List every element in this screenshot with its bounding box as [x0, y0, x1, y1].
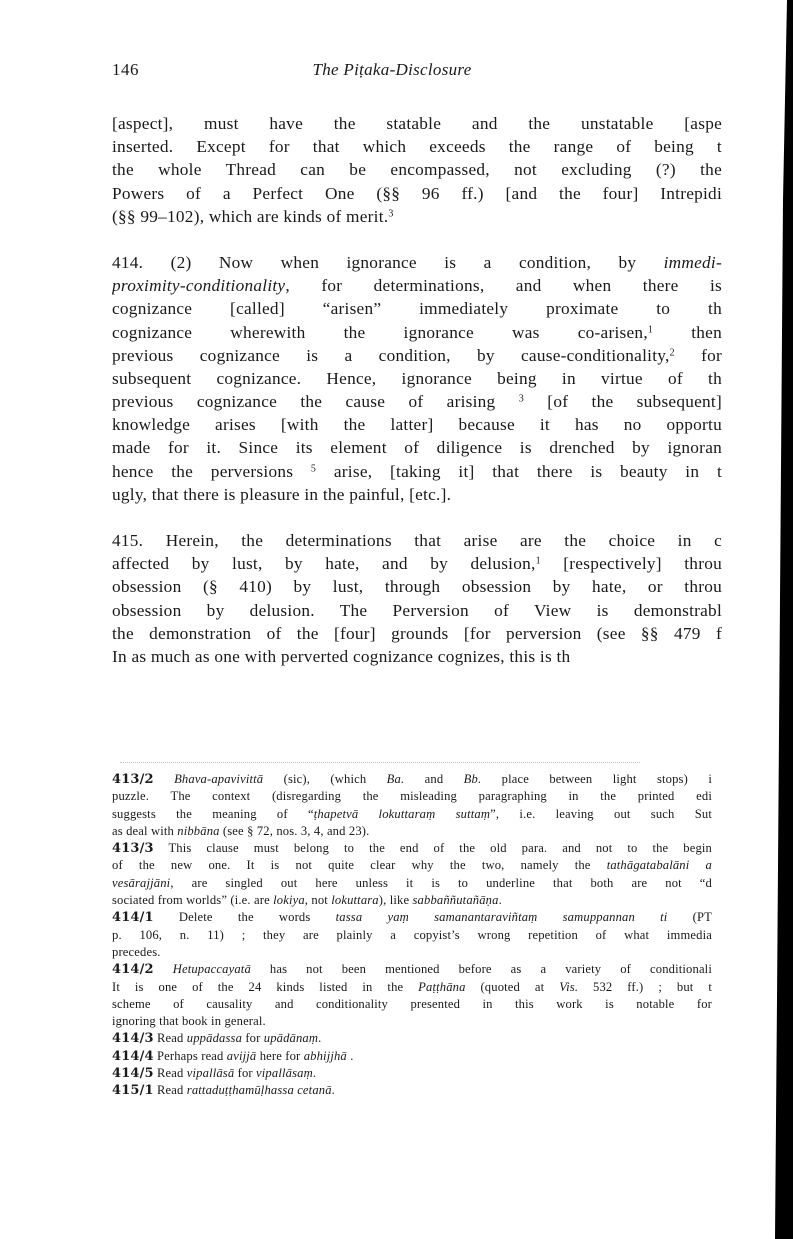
footnote-line	[112, 996, 712, 1013]
text-line	[112, 344, 722, 367]
footnotes	[112, 771, 712, 1100]
text-line	[112, 205, 722, 228]
running-title: The Piṭaka-Disclosure	[312, 60, 472, 79]
text-line	[112, 645, 722, 668]
text-run: , not	[304, 893, 332, 908]
footnote-line	[112, 1082, 712, 1099]
italic-term: tassa yaṃ samanantaraviñtaṃ samuppannan ti	[335, 910, 668, 925]
text-run: .	[346, 1048, 354, 1063]
text-run: suggests the meaning of “	[112, 806, 314, 821]
text-run: .	[498, 893, 502, 908]
text-run: (see § 72, nos. 3, 4, and 23).	[219, 823, 370, 838]
footnote-line	[112, 1013, 712, 1030]
text-run: made for it. Since its element of diligence is drenched by ignoran	[112, 438, 722, 458]
text-run: ugly, that there is pleasure in the painful, [etc.].	[112, 484, 452, 504]
text-line	[112, 460, 722, 483]
italic-term: Hetupaccayatā	[172, 962, 251, 977]
italic-term: Bb.	[463, 772, 482, 786]
text-run: for	[242, 1031, 264, 1046]
running-head	[112, 60, 672, 86]
text-run: scheme of causality and conditionality presented in this work is notable for	[112, 996, 712, 1011]
text-run: (PT	[667, 910, 712, 925]
text-run: as deal with	[112, 823, 178, 838]
text-line	[112, 599, 722, 622]
text-run: It is one of the 24 kinds listed in the	[112, 979, 419, 994]
text-run: sociated from worlds” (i.e. are	[112, 893, 274, 908]
text-run: Powers of a Perfect One (§§ 96 ff.) [and the four] Intrepidi	[112, 183, 722, 203]
text-line	[112, 529, 722, 552]
text-run: .	[318, 1031, 322, 1046]
italic-term: rattaduṭṭhamūḷhassa cetanā	[186, 1083, 332, 1098]
footnote-line	[112, 927, 712, 944]
text-run: knowledge arises [with the latter] because it has no opportu	[112, 415, 722, 435]
footnote-line	[112, 892, 712, 909]
text-line	[112, 297, 722, 320]
italic-term: uppādassa	[186, 1031, 243, 1046]
text-run: place between light stops) i	[481, 772, 712, 786]
text-run: (§§ 99–102), which are kinds of merit.	[112, 206, 389, 226]
footnote-marker: 5	[310, 463, 317, 475]
text-run: [respectively] throu	[540, 554, 722, 574]
italic-term: nibbāna	[177, 823, 220, 838]
text-run: the whole Thread can be encompassed, not excluding (?) the	[112, 160, 722, 180]
text-run: affected by lust, by hate, and by delusion,	[112, 554, 536, 574]
text-run: the demonstration of the [four] grounds [for perversion (see §§ 479 f	[112, 623, 722, 643]
scan-edge-shadow	[753, 0, 793, 1239]
text-line	[112, 436, 722, 459]
text-line	[112, 274, 722, 297]
footnote-reference: 414/1	[112, 910, 154, 926]
footnote-line	[112, 1065, 712, 1082]
text-line	[112, 483, 722, 506]
text-run: p. 106, n. 11) ; they are plainly a copyist’s wrong repetition of what immedia	[112, 927, 712, 942]
text-run: ”, i.e. leaving out such Sut	[490, 806, 712, 821]
footnote-marker: 1	[647, 324, 654, 335]
text-run: Read	[157, 1066, 187, 1081]
footnote-line	[112, 979, 712, 996]
text-run: then	[653, 322, 722, 342]
text-line	[112, 321, 722, 344]
text-run: subsequent cognizance. Hence, ignorance being in virtue of th	[112, 368, 722, 388]
text-line	[112, 622, 722, 645]
footnote-line	[112, 771, 712, 788]
italic-term: ṭhapetvā lokuttaraṃ suttaṃ	[313, 806, 491, 821]
italic-term: avijjā	[226, 1048, 257, 1063]
paragraph-cont-413	[112, 112, 722, 228]
page-number: 146	[112, 60, 139, 79]
footnote-line	[112, 857, 712, 874]
text-run: .	[331, 1083, 335, 1098]
footnote-marker: 3	[388, 208, 394, 220]
italic-term: proximity-conditionality	[112, 276, 286, 296]
text-run: (quoted at	[465, 979, 560, 994]
text-line	[112, 135, 722, 158]
text-run: (sic), (which	[263, 772, 387, 786]
paragraph-para-414	[112, 251, 722, 506]
footnote-line	[112, 961, 712, 978]
text-run: cognizance [called] “arisen” immediately proximate to th	[112, 299, 722, 319]
footnote-reference: 414/3	[112, 1031, 154, 1047]
footnote-reference: 413/2	[112, 772, 154, 787]
text-run: [aspect], must have the statable and the unstatable [aspe	[112, 114, 722, 133]
text-line	[112, 390, 722, 413]
text-run: , for determinations, and when there is	[285, 276, 722, 296]
text-run: .	[312, 1066, 317, 1081]
text-run: ), like	[378, 893, 413, 908]
footnote-line	[112, 840, 712, 857]
text-run: cognizance wherewith the ignorance was co-arisen,	[112, 322, 648, 342]
italic-term: vipallāsā	[186, 1066, 235, 1081]
footnote-line	[112, 788, 712, 805]
italic-term: sabbaññutañāṇa	[412, 893, 499, 908]
text-run: 415. Herein, the determinations that arise are the choice in c	[112, 531, 722, 550]
text-run: inserted. Except for that which exceeds the range of being t	[112, 137, 722, 157]
text-run: ignoring that book in general.	[112, 1014, 266, 1029]
footnote-line	[112, 875, 712, 892]
text-run: 414. (2) Now when ignorance is a condition, by	[112, 252, 664, 272]
footnote-413-3	[112, 840, 712, 909]
text-run: Read	[157, 1031, 187, 1046]
text-run: hence the perversions	[112, 461, 311, 481]
text-run: has not been mentioned before as a variety of conditionali	[250, 962, 712, 977]
footnote-reference: 413/3	[112, 841, 154, 857]
footnote-reference: 414/5	[112, 1066, 154, 1082]
footnote-reference: 414/4	[112, 1048, 154, 1064]
footnote-marker: 2	[669, 347, 675, 359]
italic-term: tathāgatabalāni a	[606, 858, 712, 873]
text-line	[112, 367, 722, 390]
italic-term: Ba.	[386, 772, 405, 786]
footnote-414-4	[112, 1048, 712, 1065]
footnote-414-2	[112, 961, 712, 1030]
text-run: precedes.	[112, 944, 161, 959]
text-run: Delete the words	[178, 910, 336, 925]
text-line	[112, 182, 722, 205]
body-text	[112, 112, 722, 691]
text-run: 532 ff.) ; but t	[578, 979, 712, 994]
text-line	[112, 158, 722, 181]
italic-term: vesārajjāni	[112, 875, 171, 890]
text-run: previous cognizance is a condition, by cause-conditionality,	[112, 345, 670, 365]
text-line	[112, 575, 722, 598]
footnote-reference: 415/1	[112, 1083, 154, 1099]
paragraph-para-415	[112, 529, 722, 668]
footnote-marker: 3	[518, 393, 524, 405]
italic-term: Paṭṭhāna	[418, 979, 466, 994]
footnote-line	[112, 1048, 712, 1065]
text-line	[112, 413, 722, 436]
text-run: Read	[157, 1083, 187, 1098]
text-line	[112, 112, 722, 135]
italic-term: vipallāsaṃ	[256, 1066, 313, 1081]
text-run: Perhaps read	[157, 1048, 227, 1063]
footnote-413-2	[112, 771, 712, 840]
footnote-line	[112, 909, 712, 926]
text-run: , are singled out here unless it is to underline that both are not “d	[170, 875, 712, 890]
text-run: arise, [taking it] that there is beauty in t	[316, 461, 722, 481]
text-run: and	[404, 772, 464, 786]
footnote-415-1	[112, 1082, 712, 1099]
footnote-414-1	[112, 909, 712, 961]
text-run: for	[234, 1066, 257, 1081]
footnote-line	[112, 806, 712, 823]
text-run: obsession by delusion. The Perversion of View is demonstrabl	[112, 600, 722, 620]
italic-term: lokuttara	[331, 893, 379, 908]
text-line	[112, 552, 722, 575]
italic-term: immedi-	[663, 252, 722, 272]
text-line	[112, 251, 722, 274]
text-run: [of the subsequent]	[524, 392, 722, 412]
text-run: for	[674, 345, 722, 365]
text-run: In as much as one with perverted cognizance cognizes, this is th	[112, 646, 571, 666]
text-run: here for	[256, 1048, 304, 1063]
italic-term: Bhava-apavivittā	[174, 772, 264, 786]
text-run: obsession (§ 410) by lust, through obsession by hate, or throu	[112, 577, 722, 597]
text-run: This clause must belong to the end of the old para. and not to the begin	[168, 841, 712, 856]
footnote-414-5	[112, 1065, 712, 1082]
italic-term: abhijjhā	[303, 1048, 347, 1063]
footnote-line	[112, 823, 712, 840]
footnote-divider	[120, 762, 640, 763]
footnote-reference: 414/2	[112, 962, 154, 978]
footnote-414-3	[112, 1030, 712, 1047]
text-run: of the new one. It is not quite clear why the two, namely the	[112, 858, 607, 873]
text-run: previous cognizance the cause of arising	[112, 392, 519, 412]
footnote-marker: 1	[535, 555, 541, 567]
text-run: puzzle. The context (disregarding the misleading paragraphing in the printed edi	[112, 789, 712, 804]
footnote-line	[112, 1030, 712, 1047]
italic-term: lokiya	[273, 893, 305, 908]
italic-term: Vis.	[559, 979, 579, 994]
footnote-line	[112, 944, 712, 961]
italic-term: upādānaṃ	[263, 1031, 319, 1046]
